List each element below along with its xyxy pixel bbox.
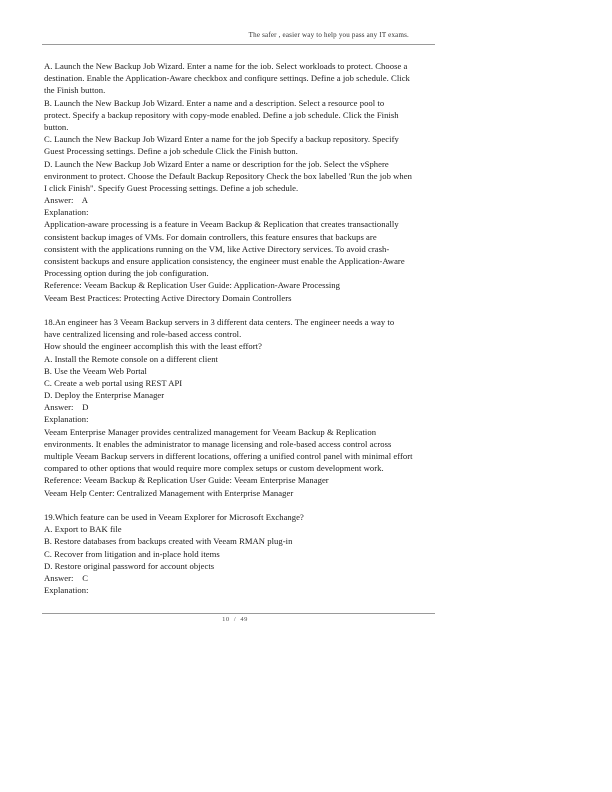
blank-line (44, 499, 584, 511)
text-line: D. Launch the New Backup Job Wizard Enter a name or description for the job. Select the vSphere (44, 158, 389, 169)
text-line: consistent with the applications running on the VM, like Active Directory services. To avoid crash- (44, 243, 390, 254)
text-line: C. Recover from litigation and in-place hold items (44, 548, 220, 559)
text-line: How should the engineer accomplish this with the least effort? (44, 341, 262, 352)
text-line: the Finish button. (44, 85, 106, 96)
text-line: environments. It enables the administrator to manage licensing and role-based access control across (44, 438, 392, 449)
text-line: Reference: Veeam Backup & Replication User Guide: Veeam Enterprise Manager (44, 475, 329, 486)
text-line: B. Use the Veeam Web Portal (44, 365, 147, 376)
text-line: A. Launch the New Backup Job Wizard. Enter a name for the iob. Select workloads to protect. Choose a (44, 61, 408, 71)
text-line: Explanation: (44, 207, 89, 218)
text-line: Veeam Help Center: Centralized Management with Enterprise Manager (44, 487, 294, 498)
header-rule (42, 44, 435, 45)
text-line: 18.An engineer has 3 Veeam Backup servers in 3 different data centers. The engineer needs a way to (44, 316, 395, 327)
text-line: 19.Which feature can be used in Veeam Explorer for Microsoft Exchange? (44, 511, 304, 522)
text-line: Reference: Veeam Backup & Replication User Guide: Application-Aware Processing (44, 280, 341, 291)
document-body (44, 60, 584, 596)
page-number: 10 / 49 (222, 616, 248, 623)
text-line: consistent backups and ensure application consistency, the engineer must enable the Application-Aware (44, 256, 405, 266)
text-line: Guest Processing settings. Define a job schedule Click the Finish button. (44, 146, 298, 157)
text-line: C. Launch the New Backup Job Wizard Enter a name for the job Specify a backup repository. Specify (44, 134, 399, 145)
text-line: A. Export to BAK file (44, 524, 122, 535)
text-line: B. Restore databases from backups created with Veeam RMAN plug-in (44, 536, 293, 547)
text-line: Answer: C (44, 572, 89, 583)
text-line: destination. Enable the Application-Aware checkbox and confiqure settinqs. Define a job schedule. Click (44, 73, 410, 84)
text-line: Processing option during the job configuration. (44, 268, 209, 279)
text-line: Veeam Best Practices: Protecting Active Directory Domain Controllers (44, 292, 292, 303)
text-line: B. Launch the New Backup Job Wizard. Enter a name and a description. Select a resource pool to (44, 97, 385, 108)
text-line: consistent backup images of VMs. For domain controllers, this feature ensures that backups are (44, 231, 377, 242)
text-line: Explanation: (44, 414, 89, 425)
text-line: protect. Specify a backup repository with copy-mode enabled. Define a job schedule. Click the Finish (44, 109, 399, 120)
text-line: multiple Veeam Backup servers in different locations, offering a unified control panel with minimal effort (44, 451, 413, 461)
text-line: button. (44, 121, 69, 132)
text-line: environment to protect. Choose the Default Backup Repository Check the box labelled 'Run the job when (44, 170, 412, 181)
text-line: Explanation: (44, 585, 89, 596)
text-line: D. Deploy the Enterprise Manager (44, 390, 165, 401)
text-line: have centralized licensing and role-based access control. (44, 329, 242, 340)
text-line: D. Restore original password for account objects (44, 560, 215, 571)
text-line: Answer: A (44, 195, 89, 206)
text-line: compared to other options that would require more complex setups or custom development work. (44, 463, 384, 474)
header-tagline: The safer , easier way to help you pass any IT exams. (248, 31, 409, 39)
text-line: Veeam Enterprise Manager provides centralized management for Veeam Backup & Replication (44, 426, 377, 437)
footer-rule (42, 613, 435, 614)
text-line: C. Create a web portal using REST API (44, 377, 183, 388)
text-line: Answer: D (44, 402, 89, 413)
text-line: Application-aware processing is a feature in Veeam Backup & Replication that creates transactionally (44, 219, 399, 230)
text-line: I click Finish". Specify Guest Processing settings. Define a job schedule. (44, 182, 299, 193)
blank-line (44, 304, 584, 316)
text-line: A. Install the Remote console on a different client (44, 353, 218, 364)
